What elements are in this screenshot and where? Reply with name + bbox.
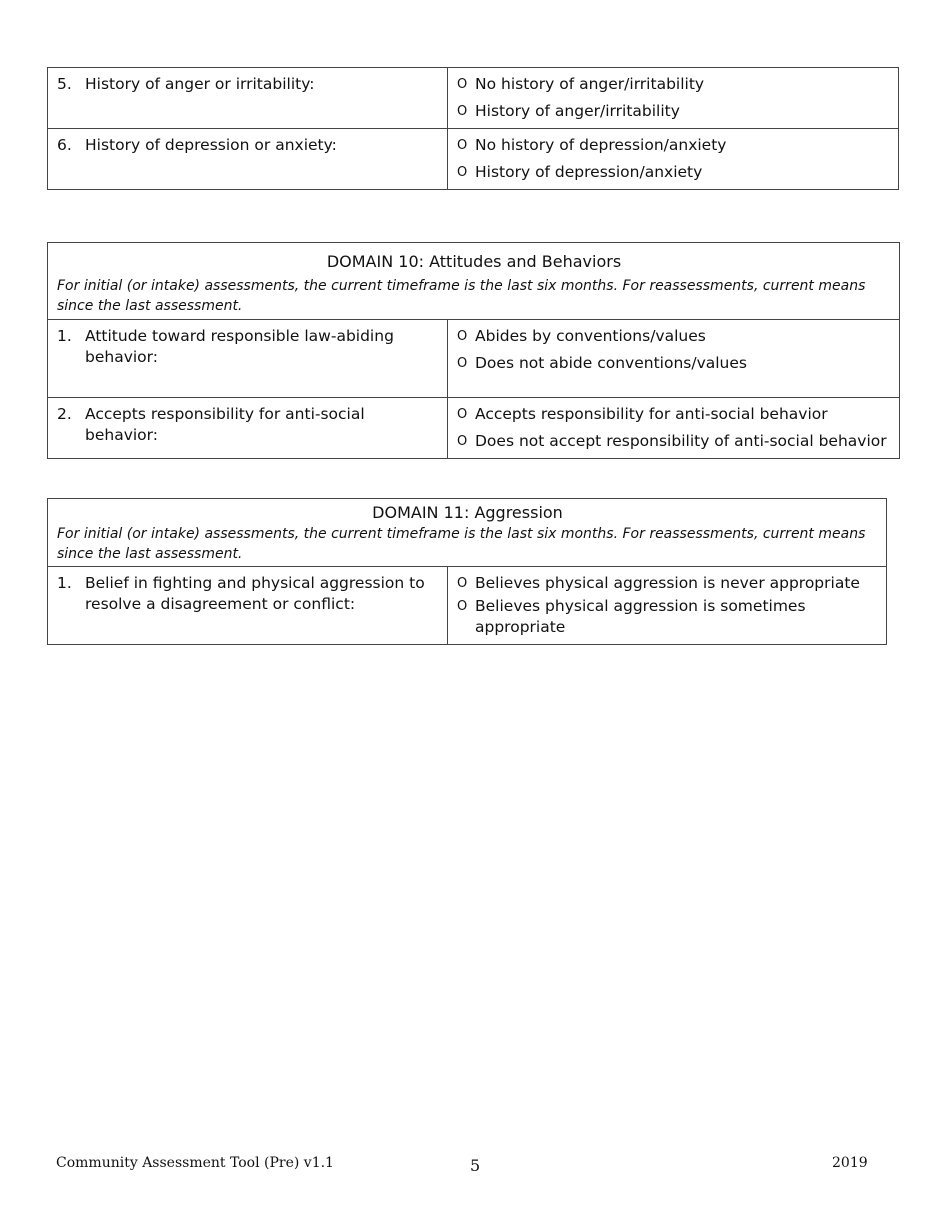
- question-text: History of depression or anxiety:: [85, 136, 337, 154]
- radio-option[interactable]: [457, 326, 895, 347]
- option-label: No history of anger/irritability: [475, 75, 705, 93]
- history-table: [47, 67, 899, 190]
- radio-option[interactable]: [457, 135, 894, 156]
- footer-year: 2019: [832, 1155, 868, 1171]
- item-number: 5.: [57, 75, 72, 93]
- radio-circle-icon[interactable]: O: [457, 138, 468, 153]
- radio-circle-icon[interactable]: O: [457, 599, 468, 614]
- option-label: Does not abide conventions/values: [475, 354, 747, 372]
- question-text: History of anger or irritability:: [85, 75, 315, 93]
- radio-circle-icon[interactable]: O: [457, 356, 468, 371]
- radio-option[interactable]: [457, 353, 895, 374]
- timeframe-note: For initial (or intake) assessments, the current timeframe is the last six months. For reassessments, current means since the last assessment.: [57, 278, 866, 314]
- radio-option[interactable]: [457, 162, 894, 183]
- radio-option[interactable]: [457, 573, 882, 594]
- question-text: Attitude toward responsible law-abiding behavior:: [85, 327, 394, 366]
- option-label: Believes physical aggression is sometimes appropriate: [475, 597, 806, 636]
- item-number: 2.: [57, 405, 72, 423]
- radio-circle-icon[interactable]: O: [457, 434, 468, 449]
- domain-header-row: [48, 243, 900, 320]
- table-row: [48, 320, 900, 398]
- radio-circle-icon[interactable]: O: [457, 165, 468, 180]
- option-label: Accepts responsibility for anti-social behavior: [475, 405, 828, 423]
- radio-circle-icon[interactable]: O: [457, 104, 468, 119]
- item-number: 6.: [57, 136, 72, 154]
- option-label: History of anger/irritability: [475, 102, 680, 120]
- radio-option[interactable]: [457, 101, 894, 122]
- radio-option[interactable]: [457, 404, 895, 425]
- page-number: 5: [470, 1156, 481, 1175]
- domain-title: DOMAIN 11: Aggression: [372, 503, 563, 522]
- timeframe-note: For initial (or intake) assessments, the current timeframe is the last six months. For reassessments, current means since the last assessment.: [57, 526, 866, 562]
- table-row: [48, 129, 899, 190]
- item-number: 1.: [57, 574, 72, 592]
- table-row: [48, 567, 887, 645]
- radio-option[interactable]: [457, 431, 895, 452]
- radio-circle-icon[interactable]: O: [457, 77, 468, 92]
- question-text: Accepts responsibility for anti-social behavior:: [85, 405, 365, 444]
- option-label: History of depression/anxiety: [475, 163, 703, 181]
- domain11-table: [47, 498, 887, 645]
- radio-option[interactable]: [457, 74, 894, 95]
- radio-option[interactable]: [457, 596, 882, 638]
- radio-circle-icon[interactable]: O: [457, 407, 468, 422]
- radio-circle-icon[interactable]: O: [457, 576, 468, 591]
- item-number: 1.: [57, 327, 72, 345]
- radio-circle-icon[interactable]: O: [457, 329, 468, 344]
- domain-header-row: [48, 499, 887, 567]
- option-label: Abides by conventions/values: [475, 327, 706, 345]
- footer-title: Community Assessment Tool (Pre) v1.1: [56, 1155, 334, 1171]
- domain10-table: [47, 242, 900, 459]
- question-text: Belief in fighting and physical aggression to resolve a disagreement or conflict:: [85, 574, 425, 613]
- option-label: Believes physical aggression is never appropriate: [475, 574, 860, 592]
- domain-title: DOMAIN 10: Attitudes and Behaviors: [326, 252, 622, 271]
- table-row: [48, 398, 900, 459]
- option-label: No history of depression/anxiety: [475, 136, 727, 154]
- option-label: Does not accept responsibility of anti-social behavior: [475, 432, 887, 450]
- table-row: [48, 68, 899, 129]
